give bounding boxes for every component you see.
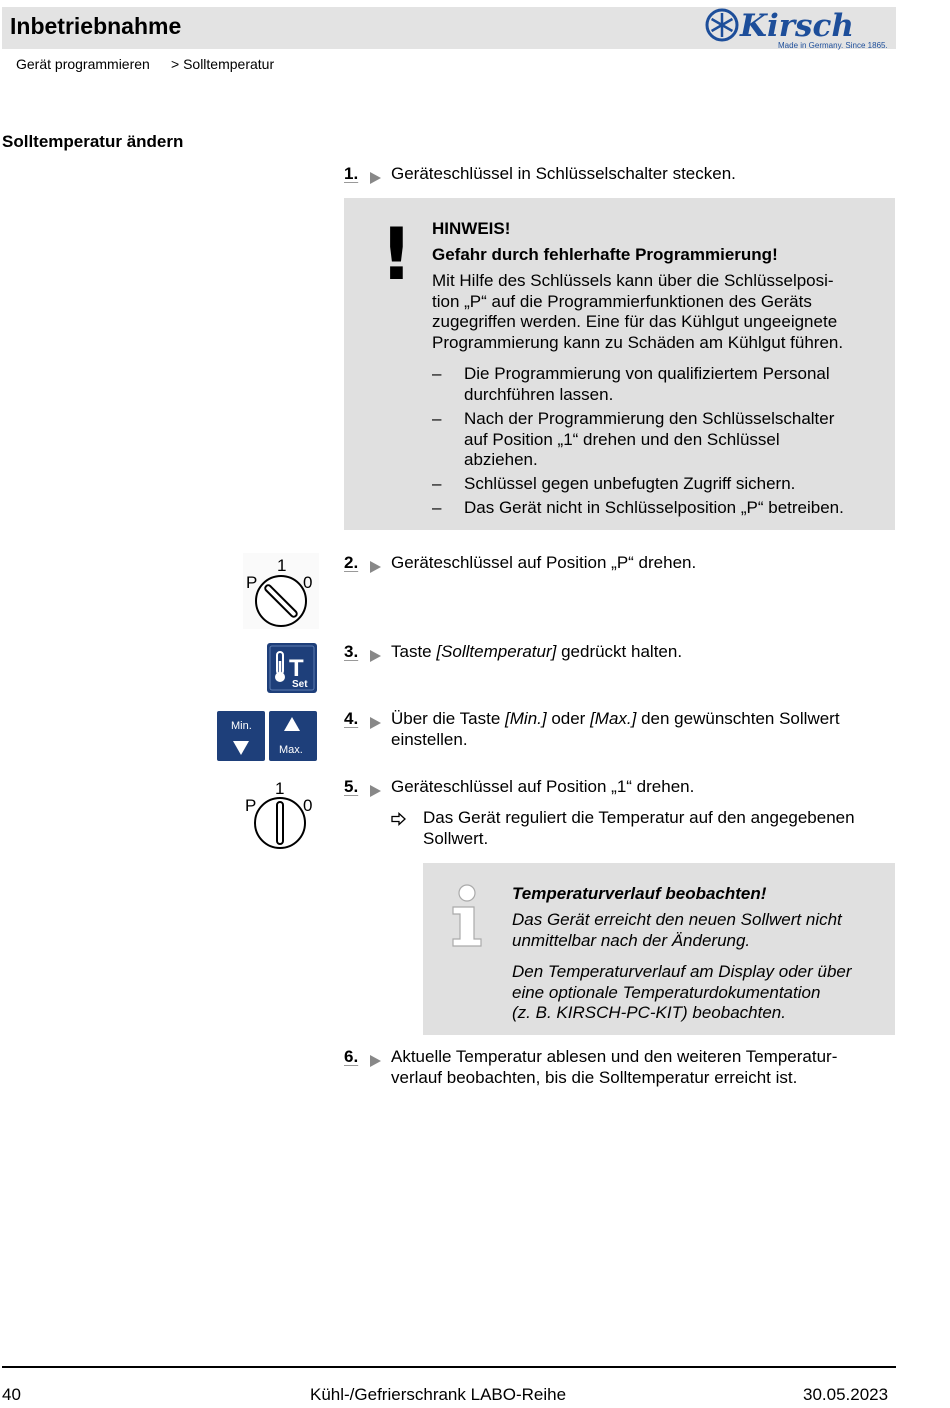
info-paragraph: Den Temperaturverlauf am Display oder über eine optionale Temperaturdokumentation (z. B. KIRSCH-PC-KIT) beobachten. — [512, 962, 852, 1022]
step-number: 4. — [344, 709, 359, 728]
svg-text:1: 1 — [275, 779, 285, 798]
step-result: Das Gerät reguliert die Temperatur auf den angegebenen Sollwert. — [423, 808, 855, 848]
svg-text:Min.: Min. — [231, 720, 252, 732]
svg-text:Made in Germany. Since 1865.: Made in Germany. Since 1865. — [778, 41, 888, 50]
key-switch-position-1-image — [243, 776, 319, 852]
step-arrow-icon — [368, 784, 382, 798]
section-title: Solltemperatur ändern — [2, 132, 184, 151]
step-text: Geräteschlüssel in Schlüsselschalter stecken. — [391, 164, 736, 183]
breadcrumb-current: > Solltemperatur — [171, 56, 275, 72]
notice-label: HINWEIS! — [432, 219, 511, 238]
breadcrumb-item: Gerät programmieren — [16, 56, 150, 72]
svg-text:Kirsch: Kirsch — [740, 8, 854, 44]
footer-date: 30.05.2023 — [803, 1385, 889, 1404]
svg-text:P: P — [246, 573, 258, 592]
step-arrow-icon — [368, 716, 382, 730]
result-arrow-icon — [391, 812, 407, 826]
set-temperature-button-image — [267, 643, 317, 693]
step-arrow-icon — [368, 649, 382, 663]
notice-body: Mit Hilfe des Schlüssels kann über die Schlüsselposi- tion „P“ auf die Programmierfunktionen des Geräts zugegriffen werden. Eine für das Kühlgut ungeeignete Programmierung kann zu Schäden am Kühlgut führen. — [432, 271, 844, 352]
kirsch-logo — [700, 5, 890, 51]
step-number: 3. — [344, 642, 359, 661]
info-paragraph: Das Gerät erreicht den neuen Sollwert nicht unmittelbar nach der Änderung. — [512, 910, 842, 950]
step-arrow-icon — [368, 1054, 382, 1068]
info-icon — [447, 883, 487, 949]
notice-heading: Gefahr durch fehlerhafte Programmierung! — [432, 245, 778, 264]
step-text: Geräteschlüssel auf Position „1“ drehen. — [391, 777, 695, 796]
step-text: Über die Taste [Min.] oder [Max.] den gewünschten Sollwert einstellen. — [391, 709, 840, 749]
step-number: 2. — [344, 553, 359, 572]
snowflake-icon — [707, 10, 737, 40]
page-number: 40 — [2, 1385, 21, 1404]
info-heading: Temperaturverlauf beobachten! — [512, 884, 767, 903]
page-header-title: Inbetriebnahme — [10, 13, 182, 39]
exclamation-icon: ! — [380, 212, 413, 296]
step-text: Taste [Solltemperatur] gedrückt halten. — [391, 642, 683, 661]
footer-divider — [2, 1366, 896, 1368]
svg-text:1: 1 — [277, 556, 287, 575]
step-number: 5. — [344, 777, 359, 796]
svg-text:P: P — [245, 796, 257, 815]
step-arrow-icon — [368, 560, 382, 574]
key-switch-position-p-image — [243, 553, 319, 629]
svg-text:T: T — [289, 655, 304, 682]
svg-text:Max.: Max. — [279, 744, 303, 756]
min-max-buttons-image — [217, 711, 317, 761]
step-number: 1. — [344, 164, 359, 183]
svg-text:0: 0 — [303, 573, 313, 592]
step-text: Geräteschlüssel auf Position „P“ drehen. — [391, 553, 697, 572]
step-text: Aktuelle Temperatur ablesen und den weiteren Temperatur- verlauf beobachten, bis die Solltemperatur erreicht ist. — [391, 1047, 838, 1087]
footer-title: Kühl-/Gefrierschrank LABO-Reihe — [310, 1385, 567, 1404]
svg-text:Set: Set — [292, 679, 308, 690]
svg-text:0: 0 — [303, 796, 313, 815]
step-number: 6. — [344, 1047, 359, 1066]
step-arrow-icon — [368, 171, 382, 185]
